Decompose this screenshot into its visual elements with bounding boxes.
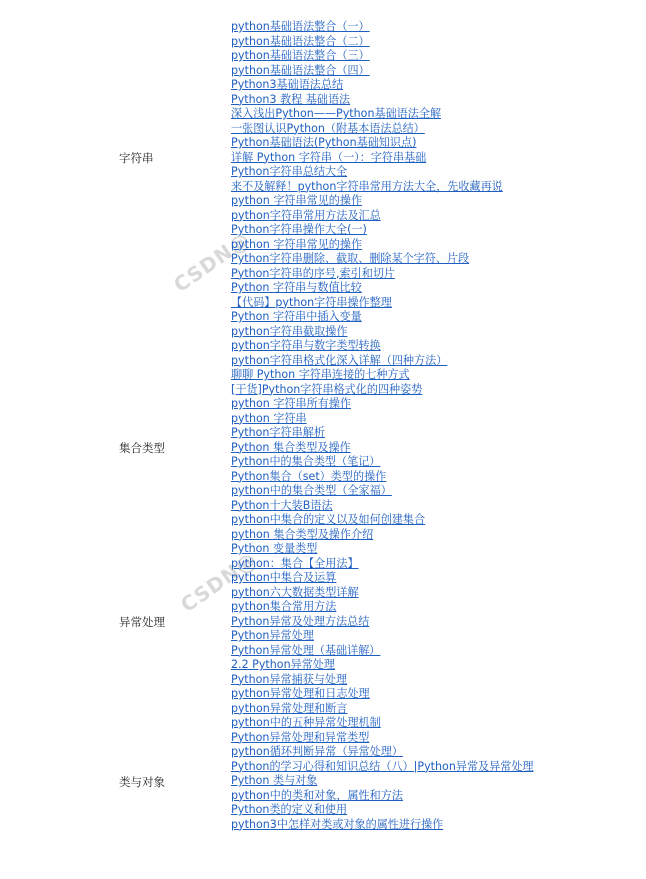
article-link[interactable]: python3中怎样对类或对象的属性进行操作 [231,817,444,831]
article-link[interactable]: Python基础语法(Python基础知识点) [231,136,417,149]
article-link[interactable]: python异常处理和断言 [231,701,348,715]
article-link[interactable]: 详解 Python 字符串（一）：字符串基础 [231,150,427,164]
article-link[interactable]: python异常处理和日志处理 [231,687,370,700]
article-link[interactable]: python 字符串 [231,411,307,425]
article-link[interactable]: Python集合（set）类型的操作 [231,469,387,483]
article-link[interactable]: 来不及解释！python字符串常用方法大全，先收藏再说 [231,179,503,193]
article-link[interactable]: Python字符串删除、截取、删除某个字符、片段 [231,252,470,265]
article-link[interactable]: 一张图认识Python（附基本语法总结） [231,121,425,135]
article-link[interactable]: python 集合类型及操作介绍 [231,527,374,541]
article-link[interactable]: python基础语法整合（二） [231,34,370,48]
article-link[interactable]: Python十大装B语法 [231,498,333,512]
article-link[interactable]: [干货]Python字符串格式化的四种姿势 [231,382,423,396]
article-link[interactable]: Python字符串的序号,索引和切片 [231,266,396,280]
category-label: 类与对象 [119,774,165,789]
article-link[interactable]: Python异常处理和异常类型 [231,730,370,744]
article-link[interactable]: python字符串与数字类型转换 [231,339,381,352]
article-link[interactable]: python 字符串所有操作 [231,397,351,410]
article-link[interactable]: Python异常处理（基础详解） [231,643,381,657]
article-link[interactable]: 2.2 Python异常处理 [231,658,335,671]
article-link[interactable]: Python 字符串与数值比较 [231,281,362,294]
article-link[interactable]: Python 类与对象 [231,774,318,787]
article-link[interactable]: python字符串截取操作 [231,324,348,338]
article-link[interactable]: python字符串常用方法及汇总 [231,208,381,222]
article-link[interactable]: Python异常及处理方法总结 [231,614,370,628]
article-link[interactable]: python中集合的定义以及如何创建集合 [231,513,426,526]
watermark: CSDN@ [169,226,255,298]
article-link[interactable]: python：集合【全用法】 [231,556,359,570]
category-label: 字符串 [119,151,154,165]
article-link[interactable]: Python异常处理 [231,629,314,642]
article-link[interactable]: python基础语法整合（三） [231,49,370,62]
article-link[interactable]: 深入浅出Python——Python基础语法全解 [231,107,442,120]
article-link[interactable]: python循环判断异常（异常处理） [231,745,403,758]
article-link[interactable]: Python类的定义和使用 [231,803,348,816]
article-link[interactable]: python中的类和对象，属性和方法 [231,788,403,802]
article-link[interactable]: Python异常捕获与处理 [231,672,348,686]
watermark: CSDN@ [176,546,262,618]
article-link[interactable]: Python 字符串中插入变量 [231,310,362,323]
article-link[interactable]: Python 变量类型 [231,542,318,555]
article-link[interactable]: 聊聊 Python 字符串连接的七种方式 [231,368,410,381]
article-link[interactable]: Python的学习心得和知识总结（八）|Python异常及异常处理 [231,759,534,773]
article-link[interactable]: Python 集合类型及操作 [231,440,351,454]
article-link[interactable]: python六大数据类型详解 [231,585,359,599]
link-list [231,20,643,832]
category-label: 集合类型 [119,441,165,455]
article-link[interactable]: python中的集合类型（全家福） [231,484,392,497]
article-link[interactable]: Python中的集合类型（笔记） [231,455,381,468]
article-link[interactable]: 【代码】python字符串操作整理 [231,295,392,309]
article-link[interactable]: python中集合及运算 [231,571,337,584]
article-link[interactable]: Python3基础语法总结 [231,78,344,91]
category-label: 异常处理 [119,615,165,629]
article-link[interactable]: Python字符串解析 [231,426,325,439]
article-link[interactable]: python基础语法整合（四） [231,63,370,77]
article-link[interactable]: Python字符串操作大全(一) [231,223,367,236]
article-link[interactable]: python字符串格式化深入详解（四种方法） [231,353,448,367]
article-link[interactable]: Python3 教程 基础语法 [231,92,351,106]
article-link[interactable]: python中的五种异常处理机制 [231,716,381,729]
article-link[interactable]: python 字符串常见的操作 [231,237,363,251]
article-link[interactable]: python基础语法整合（一） [231,20,370,33]
article-link[interactable]: python集合常用方法 [231,600,337,613]
article-link[interactable]: Python字符串总结大全 [231,165,348,178]
article-link[interactable]: python 字符串常见的操作 [231,194,363,207]
